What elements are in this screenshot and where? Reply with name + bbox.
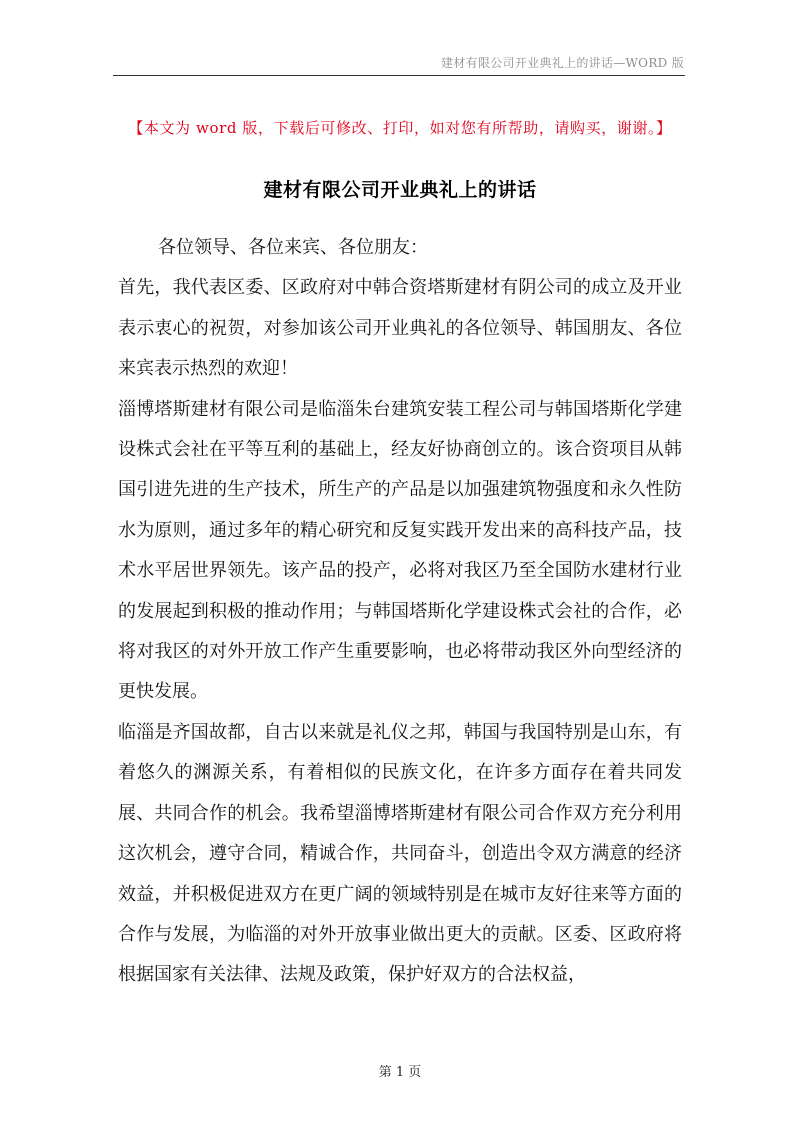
document-title: 建材有限公司开业典礼上的讲话 [263,179,537,201]
paragraph: 临淄是齐国故都，自古以来就是礼仪之邦，韩国与我国特别是山东，有着悠久的渊源关系，有着相似的民族文化，在许多方面存在着共同发展、共同合作的机会。我希望淄博塔斯建材有限公司合作双方充分利用这次机会，遵守合同，精诚合作，共同奋斗，创造出令双方满意的经济效益，并积极促进双方在更广阔的领域特别是在城市友好往来等方面的合作与发展，为临淄的对外开放事业做出更大的贡献。区委、区政府将根据国家有关法律、法规及政策，保护好双方的合法权益， [118,721,682,986]
download-notice: 【本文为 word 版，下载后可修改、打印，如对您有所帮助，请购买，谢谢。】 [128,119,672,137]
running-header: 建材有限公司开业典礼上的讲话—WORD 版 [441,56,684,70]
paragraph: 首先，我代表区委、区政府对中韩合资塔斯建材有阴公司的成立及开业表示衷心的祝贺，对参加该公司开业典礼的各位领导、韩国朋友、各位来宾表示热烈的欢迎！ [118,277,682,380]
page-number: 第 1 页 [378,1065,422,1080]
document-body [118,228,682,996]
salutation: 各位领导、各位来宾、各位朋友： [158,237,428,258]
header-divider [113,75,685,76]
paragraph: 淄博塔斯建材有限公司是临淄朱台建筑安装工程公司与韩国塔斯化学建设株式会社在平等互利的基础上，经友好协商创立的。该合资项目从韩国引进先进的生产技术，所生产的产品是以加强建筑物强度和永久性防水为原则，通过多年的精心研究和反复实践开发出来的高科技产品，技术水平居世界领先。该产品的投产，必将对我区乃至全国防水建材行业的发展起到积极的推动作用；与韩国塔斯化学建设株式会社的合作，必将对我区的对外开放工作产生重要影响，也必将带动我区外向型经济的更快发展。 [118,398,682,703]
